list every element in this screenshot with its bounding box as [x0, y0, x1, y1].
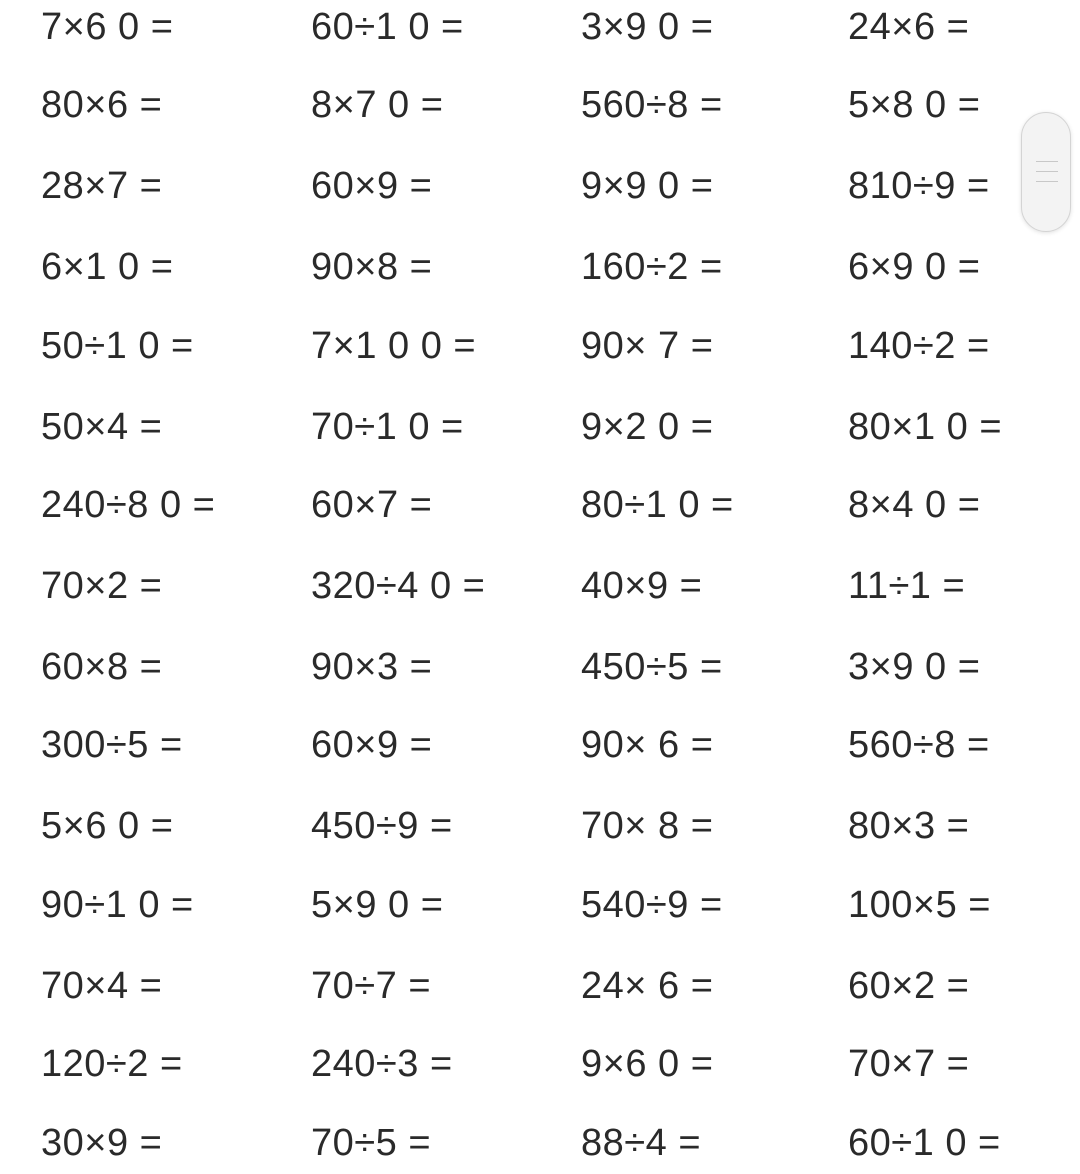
- problem: 5×6 0 =: [41, 805, 174, 847]
- problem: 7×6 0 =: [41, 6, 174, 48]
- problem: 70÷1 0 =: [311, 406, 464, 448]
- problem: 90÷1 0 =: [41, 884, 194, 926]
- problem: 9×9 0 =: [581, 165, 714, 207]
- problem: 8×4 0 =: [848, 484, 981, 526]
- problem: 300÷5 =: [41, 724, 183, 766]
- scroll-handle[interactable]: [1021, 112, 1071, 232]
- problem-row: [0, 0, 1080, 57]
- problem: 88÷4 =: [581, 1122, 702, 1164]
- problem-row: [0, 556, 1080, 616]
- problem-row: [0, 75, 1080, 135]
- problem: 24×6 =: [848, 6, 970, 48]
- problem: 60×2 =: [848, 965, 970, 1007]
- problem: 90×3 =: [311, 646, 433, 688]
- problem: 9×2 0 =: [581, 406, 714, 448]
- problem: 8×7 0 =: [311, 84, 444, 126]
- problem: 11÷1 =: [848, 565, 966, 607]
- problem: 60÷1 0 =: [311, 6, 464, 48]
- problem: 9×6 0 =: [581, 1043, 714, 1085]
- problem: 810÷9 =: [848, 165, 990, 207]
- problem: 100×5 =: [848, 884, 991, 926]
- problem: 5×8 0 =: [848, 84, 981, 126]
- problem: 40×9 =: [581, 565, 703, 607]
- problem: 30×9 =: [41, 1122, 163, 1164]
- problem-row: [0, 956, 1080, 1016]
- problem: 120÷2 =: [41, 1043, 183, 1085]
- problem: 7×1 0 0 =: [311, 325, 477, 367]
- problem: 5×9 0 =: [311, 884, 444, 926]
- problem: 24× 6 =: [581, 965, 714, 1007]
- problem-row: [0, 637, 1080, 697]
- problem: 6×1 0 =: [41, 246, 174, 288]
- problem: 160÷2 =: [581, 246, 723, 288]
- problem: 450÷9 =: [311, 805, 453, 847]
- problem: 60×9 =: [311, 165, 433, 207]
- problem: 6×9 0 =: [848, 246, 981, 288]
- problem: 560÷8 =: [848, 724, 990, 766]
- problem-row: [0, 796, 1080, 856]
- problem: 3×9 0 =: [848, 646, 981, 688]
- problem: 90× 7 =: [581, 325, 714, 367]
- problem: 240÷8 0 =: [41, 484, 216, 526]
- problem: 70÷5 =: [311, 1122, 432, 1164]
- problem-row: [0, 1113, 1080, 1173]
- problem: 540÷9 =: [581, 884, 723, 926]
- problem-row: [0, 875, 1080, 935]
- problem: 450÷5 =: [581, 646, 723, 688]
- problem: 80×1 0 =: [848, 406, 1003, 448]
- problem: 60÷1 0 =: [848, 1122, 1001, 1164]
- problem: 70×7 =: [848, 1043, 970, 1085]
- problem: 240÷3 =: [311, 1043, 453, 1085]
- problem: 60×7 =: [311, 484, 433, 526]
- problem: 50÷1 0 =: [41, 325, 194, 367]
- problem: 50×4 =: [41, 406, 163, 448]
- problem: 80×6 =: [41, 84, 163, 126]
- problem: 70×4 =: [41, 965, 163, 1007]
- problem: 60×8 =: [41, 646, 163, 688]
- problem-row: [0, 316, 1080, 376]
- problem-row: [0, 237, 1080, 297]
- problem-row: [0, 715, 1080, 775]
- problem: 320÷4 0 =: [311, 565, 486, 607]
- problem: 90×8 =: [311, 246, 433, 288]
- problem: 70÷7 =: [311, 965, 432, 1007]
- problem-row: [0, 1034, 1080, 1094]
- problem: 90× 6 =: [581, 724, 714, 766]
- problem: 80×3 =: [848, 805, 970, 847]
- problem: 28×7 =: [41, 165, 163, 207]
- problem: 70×2 =: [41, 565, 163, 607]
- problem-row: [0, 156, 1080, 216]
- problem: 70× 8 =: [581, 805, 714, 847]
- problem: 60×9 =: [311, 724, 433, 766]
- problem: 3×9 0 =: [581, 6, 714, 48]
- problem: 140÷2 =: [848, 325, 990, 367]
- problem: 560÷8 =: [581, 84, 723, 126]
- problem-row: [0, 397, 1080, 457]
- problem: 80÷1 0 =: [581, 484, 734, 526]
- problem-row: [0, 475, 1080, 535]
